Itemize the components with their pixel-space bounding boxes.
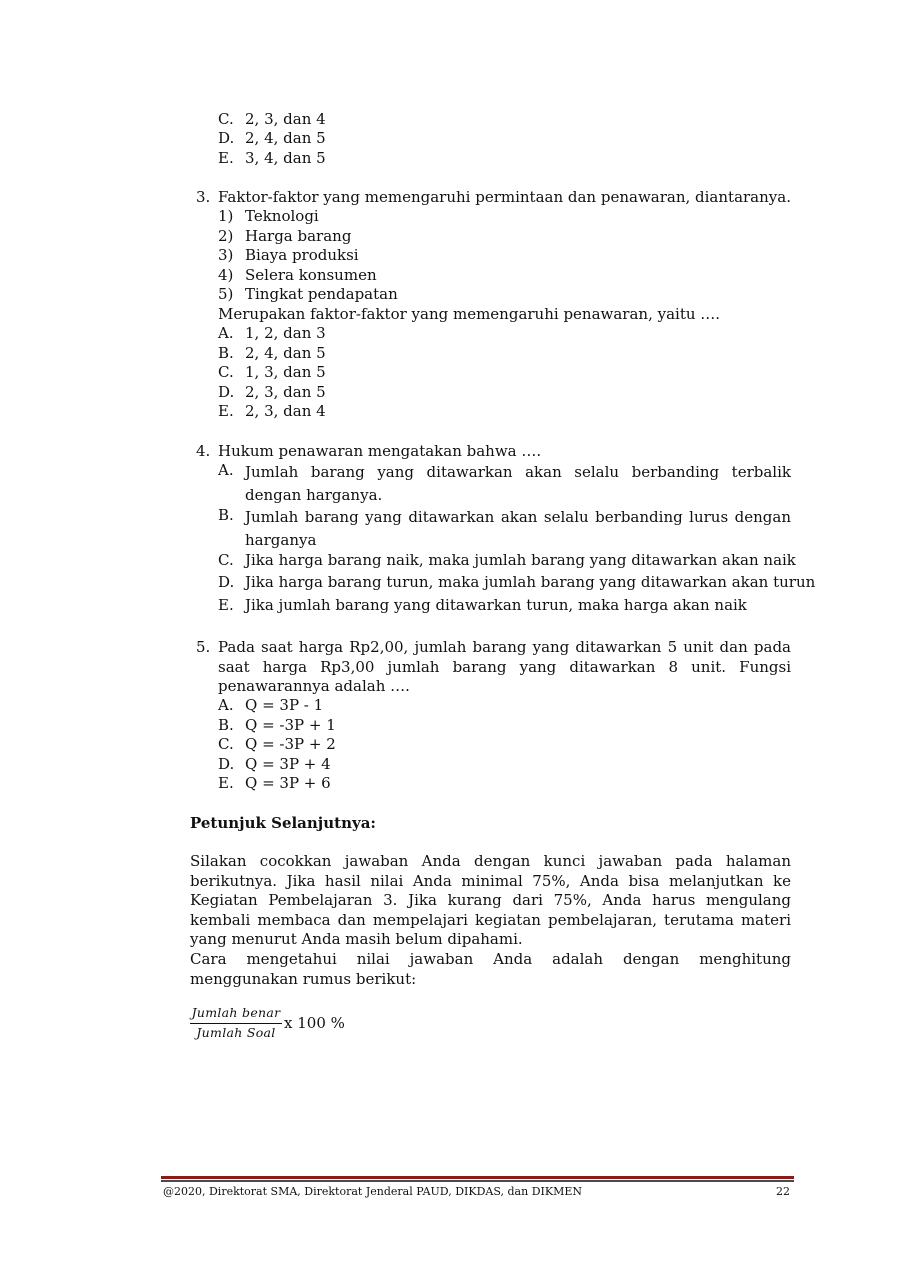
q5-option: A. Q = 3P - 1 <box>218 696 324 714</box>
formula-intro-paragraph: Cara mengetahui nilai jawaban Anda adalah dengan menghitung menggunakan rumus berikut: <box>190 950 791 988</box>
q2-option: E. 3, 4, dan 5 <box>218 149 326 167</box>
q3-question: Merupakan faktor-faktor yang memengaruhi penawaran, yaitu …. <box>218 305 721 323</box>
q4-option-text: Jumlah barang yang ditawarkan akan selalu berbanding lurus dengan harganya <box>245 508 791 549</box>
fraction-bar <box>190 1023 282 1024</box>
q3-option: D. 2, 3, dan 5 <box>218 383 326 401</box>
q4-option-letter: B. <box>218 506 234 524</box>
q4-option: C. Jika harga barang naik, maka jumlah barang yang ditawarkan akan naik <box>218 551 796 569</box>
q4-option: D. Jika harga barang turun, maka jumlah barang yang ditawarkan akan turun <box>218 573 816 591</box>
q2-option: D. 2, 4, dan 5 <box>218 129 326 147</box>
q3-option: B. 2, 4, dan 5 <box>218 344 326 362</box>
q3-option: A. 1, 2, dan 3 <box>218 324 326 342</box>
q5-stem: Pada saat harga Rp2,00, jumlah barang yang ditawarkan 5 unit dan pada saat harga Rp3,00 jumlah barang yang ditawarkan 8 unit. Fungsi penawarannya adalah …. <box>218 638 791 695</box>
footer-rule <box>161 1180 794 1182</box>
q4-option-text: Jumlah barang yang ditawarkan akan selalu berbanding terbalik dengan harganya. <box>245 463 791 504</box>
q3-item: 3) Biaya produksi <box>218 246 359 264</box>
q4-option-letter: A. <box>218 461 234 479</box>
formula-multiplier: x 100 % <box>284 1014 345 1032</box>
q3-item: 2) Harga barang <box>218 227 352 245</box>
q3-item: 4) Selera konsumen <box>218 266 377 284</box>
footer-copyright: @2020, Direktorat SMA, Direktorat Jenderal PAUD, DIKDAS, dan DIKMEN <box>163 1185 582 1198</box>
q3-item: 1) Teknologi <box>218 207 319 225</box>
q5-option: B. Q = -3P + 1 <box>218 716 336 734</box>
page-number: 22 <box>776 1185 790 1198</box>
q3-stem: 3. Faktor-faktor yang memengaruhi permintaan dan penawaran, diantaranya. <box>196 188 791 206</box>
q2-option: C. 2, 3, dan 4 <box>218 110 326 128</box>
q3-option: E. 2, 3, dan 4 <box>218 402 326 420</box>
q5-option: C. Q = -3P + 2 <box>218 735 336 753</box>
q4-stem: 4. Hukum penawaran mengatakan bahwa …. <box>196 442 542 460</box>
q5-option: E. Q = 3P + 6 <box>218 774 331 792</box>
formula-denominator: Jumlah Soal <box>196 1025 276 1040</box>
instructions-paragraph: Silakan cocokkan jawaban Anda dengan kunci jawaban pada halaman berikutnya. Jika hasil nilai Anda minimal 75%, Anda bisa melanjutkan ke Kegiatan Pembelajaran 3. Jika kurang dari 75%, Anda harus mengulang kembali membaca dan mempelajari kegiatan pembelajaran, terutama materi yang menurut Anda masih belum dipahami. <box>190 852 791 948</box>
q5-number: 5. <box>196 638 211 656</box>
q3-option: C. 1, 3, dan 5 <box>218 363 326 381</box>
formula-numerator: Jumlah benar <box>191 1005 281 1020</box>
instructions-heading: Petunjuk Selanjutnya: <box>190 814 376 832</box>
q5-option: D. Q = 3P + 4 <box>218 755 331 773</box>
q3-item: 5) Tingkat pendapatan <box>218 285 398 303</box>
q4-option: E. Jika jumlah barang yang ditawarkan turun, maka harga akan naik <box>218 596 747 614</box>
footer-rule <box>161 1176 794 1179</box>
